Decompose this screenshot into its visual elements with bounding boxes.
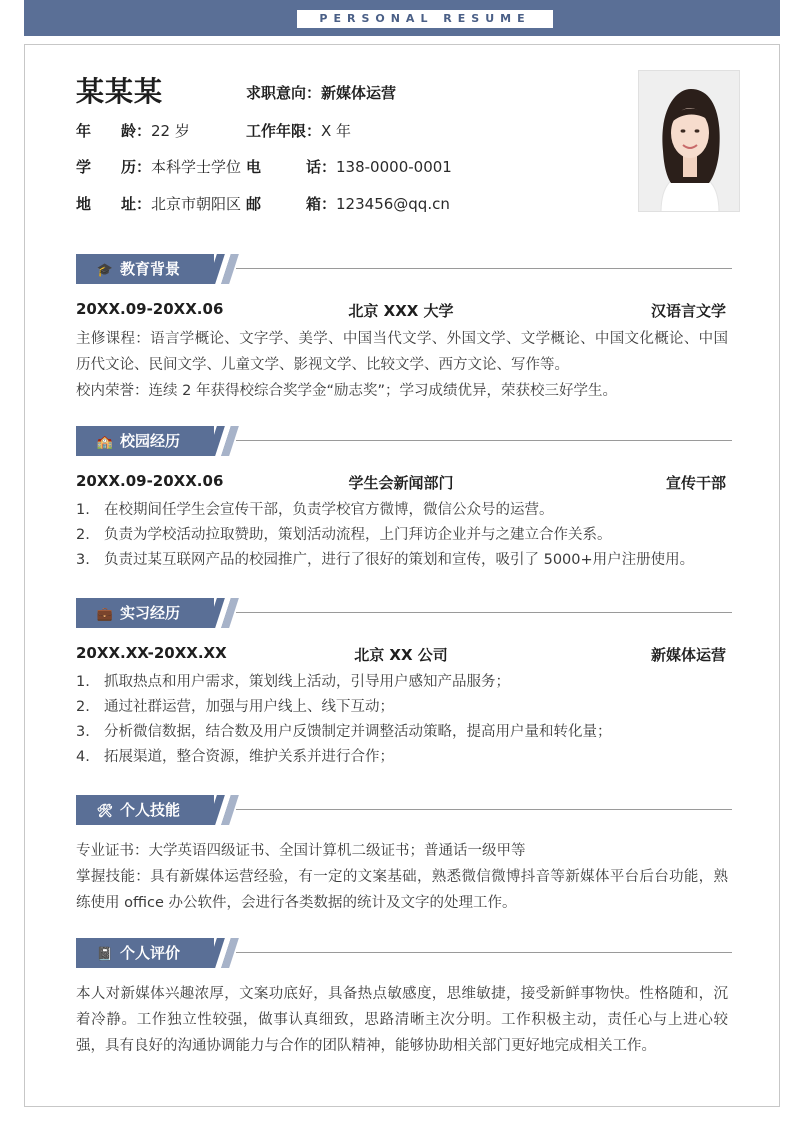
education-courses: 主修课程：语言学概论、文字学、美学、中国当代文学、外国文学、文学概论、中国文化概论、中国历代文论、民间文学、儿童文学、影视文学、比较文学、西方文论、写作等。 — [76, 331, 728, 373]
self-evaluation: 本人对新媒体兴趣浓厚，文案功底好，具备热点敏感度，思维敏捷，接受新鲜事物快。性格随和，沉着冷静。工作独立性较强，做事认真细致，思路清晰主次分明。工作积极主动，责任心与上进心较强，具有良好的沟通协调能力与合作的团队精神，能够协助相关部门更好地完成相关工作。 — [76, 986, 728, 1054]
skills-abilities: 掌握技能：具有新媒体运营经验，有一定的文案基础，熟悉微信微博抖音等新媒体平台后台功能，熟练使用 office 办公软件，会进行各类数据的统计及文字的处理工作。 — [76, 869, 728, 911]
briefcase-icon: 💼 — [96, 607, 114, 622]
internship-entry-header — [76, 644, 726, 666]
section-divider — [236, 809, 732, 810]
list-item: 1. 抓取热点和用户需求，策划线上活动，引导用户感知产品服务； — [76, 674, 510, 690]
section-header-internship — [76, 598, 732, 628]
education-row: 学 历：本科学士学位 — [76, 158, 242, 176]
entry-role: 汉语言文学 — [650, 302, 726, 320]
section-header-campus — [76, 426, 732, 456]
list-item: 4. 拓展渠道，整合资源，维护关系并进行合作； — [76, 749, 394, 765]
entry-org: 学生会新闻部门 — [348, 474, 454, 492]
list-item: 3. 负责过某互联网产品的校园推广，进行了很好的策划和宣传，吸引了 5000+用户注册使用。 — [76, 552, 695, 568]
list-item: 2. 通过社群运营，加强与用户线上、线下互动； — [76, 699, 394, 715]
entry-date: 20XX.09-20XX.06 — [76, 300, 224, 318]
section-header-skills — [76, 795, 732, 825]
work-years-row: 工作年限：X 年 — [246, 122, 352, 140]
graduation-cap-icon: 🎓 — [96, 263, 114, 278]
skills-certificates: 专业证书：大学英语四级证书、全国计算机二级证书；普通话一级甲等 — [76, 843, 526, 859]
list-item: 3. 分析微信数据，结合数及用户反馈制定并调整活动策略，提高用户量和转化量； — [76, 724, 612, 740]
job-target: 求职意向：新媒体运营 — [246, 84, 397, 102]
age-row: 年 龄：22 岁 — [76, 122, 190, 140]
section-divider — [236, 612, 732, 613]
section-tab-internship: 💼 实习经历 — [76, 598, 214, 628]
entry-date: 20XX.09-20XX.06 — [76, 472, 224, 490]
entry-date: 20XX.XX-20XX.XX — [76, 644, 227, 662]
banner-title: PERSONAL RESUME — [297, 10, 553, 28]
notebook-icon: 📓 — [96, 947, 114, 962]
section-header-education — [76, 254, 732, 284]
avatar-illustration-icon — [639, 71, 740, 212]
section-divider — [236, 952, 732, 953]
entry-org: 北京 XXX 大学 — [348, 302, 454, 320]
section-divider — [236, 440, 732, 441]
education-honors: 校内荣誉：连续 2 年获得校综合奖学金“励志奖”；学习成绩优异，荣获校三好学生。 — [76, 383, 617, 399]
list-item: 2. 负责为学校活动拉取赞助，策划活动流程，上门拜访企业并与之建立合作关系。 — [76, 527, 612, 543]
building-icon: 🏫 — [96, 435, 114, 450]
entry-role: 宣传干部 — [665, 474, 726, 492]
internship-list — [76, 670, 728, 770]
section-tab-campus: 🏫 校园经历 — [76, 426, 214, 456]
address-row: 地 址：北京市朝阳区 — [76, 195, 242, 213]
section-tab-education: 🎓 教育背景 — [76, 254, 214, 284]
top-bar — [24, 0, 780, 36]
tools-icon: 🛠 — [96, 804, 114, 819]
entry-org: 北京 XX 公司 — [354, 646, 448, 664]
education-entry-header — [76, 300, 726, 322]
phone-row: 电 话：138-0000-0001 — [246, 158, 452, 176]
profile-photo — [638, 70, 740, 212]
section-tab-evaluation: 📓 个人评价 — [76, 938, 214, 968]
campus-list — [76, 498, 728, 573]
section-divider — [236, 268, 732, 269]
list-item: 1. 在校期间任学生会宣传干部，负责学校官方微博，微信公众号的运营。 — [76, 502, 554, 518]
email-row: 邮 箱：123456@qq.cn — [246, 195, 450, 213]
section-header-evaluation — [76, 938, 732, 968]
section-tab-skills: 🛠 个人技能 — [76, 795, 214, 825]
entry-role: 新媒体运营 — [650, 646, 726, 664]
campus-entry-header — [76, 472, 726, 494]
person-name: 某某某 — [76, 75, 164, 108]
